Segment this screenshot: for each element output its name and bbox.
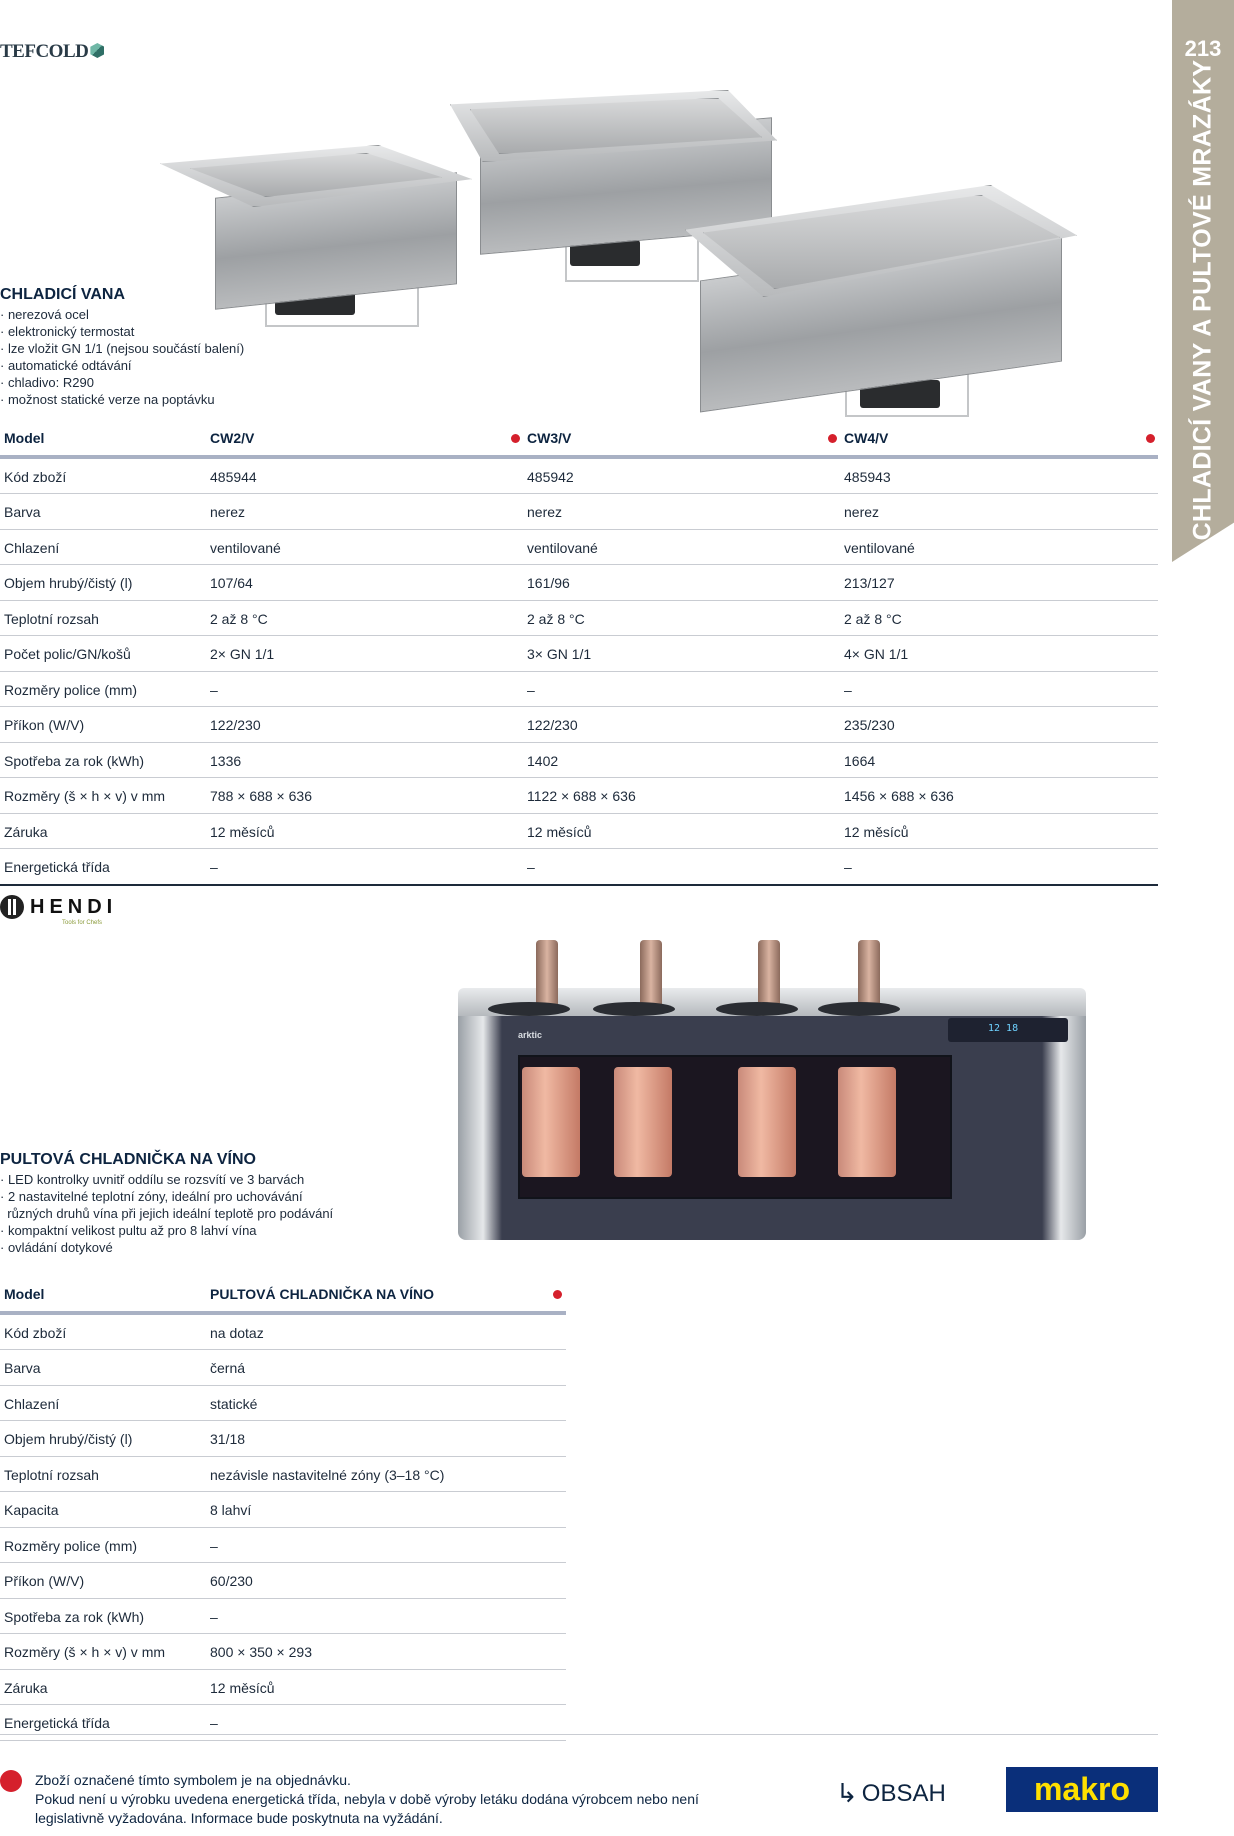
cooler-display: 12 18 bbox=[988, 1023, 1019, 1034]
table-row bbox=[0, 636, 1158, 672]
row-label: Počet polic/GN/košů bbox=[4, 646, 131, 662]
header-model: Model bbox=[4, 1286, 45, 1302]
row-label: Chlazení bbox=[4, 1395, 60, 1412]
cell-value: na dotaz bbox=[210, 1324, 264, 1341]
header-model: Model bbox=[4, 430, 45, 446]
cell-cw3: ventilované bbox=[527, 539, 598, 556]
row-label: Příkon (W/V) bbox=[4, 717, 85, 733]
cell-cw3: 1122 × 688 × 636 bbox=[527, 788, 636, 804]
product-image-wine-cooler bbox=[458, 998, 1086, 1240]
row-label: Rozměry police (mm) bbox=[4, 1537, 138, 1554]
cell-cw2: 1336 bbox=[210, 752, 242, 769]
page-number: 213 bbox=[1184, 36, 1222, 61]
footer-note-line: Pokud není u výrobku uvedena energetická třída, nebyla v době výroby letáku dodána výrobcem nebo není bbox=[35, 1791, 699, 1807]
bottle-neck bbox=[536, 940, 558, 1010]
feature-item: · možnost statické verze na poptávku bbox=[0, 391, 244, 408]
feature-item: · lze vložit GN 1/1 (nejsou součástí balení) bbox=[0, 340, 244, 357]
cell-value: statické bbox=[210, 1395, 258, 1412]
footer-divider bbox=[0, 1734, 1158, 1735]
row-label: Teplotní rozsah bbox=[4, 610, 99, 627]
return-arrow-icon: ↳ bbox=[836, 1778, 858, 1808]
row-label: Záruka bbox=[4, 1679, 48, 1696]
table-row bbox=[0, 530, 1158, 566]
cell-cw3: – bbox=[527, 681, 535, 698]
cell-cw3: nerez bbox=[527, 504, 563, 520]
cell-cw4: 1456 × 688 × 636 bbox=[844, 788, 954, 804]
table-row bbox=[0, 1599, 566, 1635]
cell-cw4: – bbox=[844, 859, 852, 875]
cell-value: 60/230 bbox=[210, 1573, 253, 1589]
section1-title: CHLADICÍ VANA bbox=[0, 286, 126, 303]
bottle-neck bbox=[858, 940, 880, 1010]
cell-value: 8 lahví bbox=[210, 1502, 252, 1518]
cell-cw2: 107/64 bbox=[210, 575, 253, 591]
cell-cw3: 12 měsíců bbox=[527, 823, 592, 840]
tefcold-logo bbox=[0, 41, 104, 63]
cell-cw3: 1402 bbox=[527, 752, 559, 769]
cell-cw4: 12 měsíců bbox=[844, 823, 909, 840]
footer-note bbox=[35, 1771, 699, 1828]
row-label: Spotřeba za rok (kWh) bbox=[4, 1608, 145, 1625]
header-cw3: CW3/V bbox=[527, 430, 572, 446]
order-dot-icon bbox=[553, 1290, 562, 1299]
row-label: Objem hrubý/čistý (l) bbox=[4, 1431, 133, 1447]
order-dot-icon bbox=[828, 434, 837, 443]
chapter-title: CHLADICÍ VANY A PULTOVÉ MRAZÁKY bbox=[1188, 59, 1217, 541]
cell-cw2: nerez bbox=[210, 504, 246, 520]
makro-logo: makro bbox=[1006, 1767, 1158, 1812]
footer-note-line: Zboží označené tímto symbolem je na objednávku. bbox=[35, 1772, 351, 1788]
bottle-ring bbox=[488, 1002, 570, 1016]
order-dot-icon bbox=[0, 1770, 22, 1792]
cell-value: 12 měsíců bbox=[210, 1679, 275, 1696]
order-dot-icon bbox=[511, 434, 520, 443]
cooler-control-panel bbox=[948, 1018, 1068, 1042]
cell-value: – bbox=[210, 1715, 218, 1731]
row-label: Záruka bbox=[4, 823, 48, 840]
product-image-cw2 bbox=[160, 115, 470, 330]
section2-spec-table bbox=[0, 1276, 566, 1741]
row-label: Kód zboží bbox=[4, 468, 67, 485]
bottle-ring bbox=[593, 1002, 675, 1016]
cell-cw2: 485944 bbox=[210, 468, 257, 485]
row-label: Energetická třída bbox=[4, 859, 110, 875]
section2-features bbox=[0, 1171, 333, 1256]
cell-cw2: – bbox=[210, 681, 218, 698]
feature-item: · automatické odtávání bbox=[0, 357, 244, 374]
tefcold-logo-text: TEFCOLD bbox=[0, 41, 89, 62]
table-row bbox=[0, 1705, 566, 1741]
feature-item: · ovládání dotykové bbox=[0, 1239, 333, 1256]
cooler-brand: arktic bbox=[518, 1030, 543, 1040]
row-label: Příkon (W/V) bbox=[4, 1573, 85, 1589]
table-row bbox=[0, 565, 1158, 601]
bottle bbox=[738, 1067, 796, 1177]
hendi-logo bbox=[0, 895, 117, 919]
section2-title: PULTOVÁ CHLADNIČKA NA VÍNO bbox=[0, 1151, 256, 1168]
table-row bbox=[0, 707, 1158, 743]
cell-cw3: 3× GN 1/1 bbox=[527, 646, 592, 662]
feature-item: · kompaktní velikost pultu až pro 8 lahví vína bbox=[0, 1222, 333, 1239]
bottle bbox=[522, 1067, 580, 1177]
cell-value: – bbox=[210, 1537, 218, 1554]
table-row bbox=[0, 1315, 566, 1351]
row-label: Chlazení bbox=[4, 539, 60, 556]
cell-value: 31/18 bbox=[210, 1431, 246, 1447]
footer-note-line: legislativně vyžadována. Informace bude poskytnuta na vyžádání. bbox=[35, 1810, 443, 1826]
table-row bbox=[0, 778, 1158, 814]
row-label: Rozměry (š × h × v) v mm bbox=[4, 788, 166, 804]
cell-cw2: 2 až 8 °C bbox=[210, 610, 268, 627]
row-label: Rozměry (š × h × v) v mm bbox=[4, 1644, 166, 1660]
cell-value: – bbox=[210, 1608, 218, 1625]
table-row bbox=[0, 814, 1158, 850]
table-row bbox=[0, 1670, 566, 1706]
bottle-neck bbox=[640, 940, 662, 1010]
cell-cw4: 1664 bbox=[844, 752, 876, 769]
table-row bbox=[0, 849, 1158, 886]
table-header-row bbox=[0, 1276, 566, 1315]
table-row bbox=[0, 1563, 566, 1599]
table-row bbox=[0, 672, 1158, 708]
bottle bbox=[838, 1067, 896, 1177]
cell-cw2: 12 měsíců bbox=[210, 823, 275, 840]
section1-features bbox=[0, 306, 244, 408]
table-row bbox=[0, 1350, 566, 1386]
row-label: Kód zboží bbox=[4, 1324, 67, 1341]
cell-cw2: ventilované bbox=[210, 539, 281, 556]
table-row bbox=[0, 1457, 566, 1493]
cell-cw3: 122/230 bbox=[527, 717, 578, 733]
feature-item: · elektronický termostat bbox=[0, 323, 244, 340]
cooler-window bbox=[518, 1055, 952, 1199]
table-row bbox=[0, 743, 1158, 779]
cell-cw4: ventilované bbox=[844, 539, 915, 556]
bottle-ring bbox=[818, 1002, 900, 1016]
bottle-ring bbox=[716, 1002, 798, 1016]
bottle-neck bbox=[758, 940, 780, 1010]
hendi-logo-text: HENDI bbox=[30, 895, 118, 918]
hendi-fork-icon bbox=[0, 895, 24, 919]
row-label: Barva bbox=[4, 1360, 41, 1376]
order-dot-icon bbox=[1146, 434, 1155, 443]
header-cw2: CW2/V bbox=[210, 430, 255, 446]
cell-cw2: 2× GN 1/1 bbox=[210, 646, 275, 662]
cell-cw3: – bbox=[527, 859, 535, 875]
contents-link-label: OBSAH bbox=[861, 1779, 946, 1807]
table-row bbox=[0, 1421, 566, 1457]
cell-cw4: 4× GN 1/1 bbox=[844, 646, 909, 662]
feature-item: různých druhů vína při jejich ideální teplotě pro podávání bbox=[7, 1206, 334, 1221]
feature-item: · LED kontrolky uvnitř oddílu se rozsvítí ve 3 barvách bbox=[0, 1171, 333, 1188]
table-row bbox=[0, 1634, 566, 1670]
cell-cw3: 2 až 8 °C bbox=[527, 610, 585, 627]
section1-spec-table bbox=[0, 420, 1158, 886]
row-label: Spotřeba za rok (kWh) bbox=[4, 752, 145, 769]
cell-cw4: 485943 bbox=[844, 468, 891, 485]
cell-value: 800 × 350 × 293 bbox=[210, 1644, 312, 1660]
header-cw4: CW4/V bbox=[844, 430, 889, 446]
row-label: Objem hrubý/čistý (l) bbox=[4, 575, 133, 591]
cell-cw3: 161/96 bbox=[527, 575, 570, 591]
row-label: Rozměry police (mm) bbox=[4, 681, 138, 698]
bottle bbox=[614, 1067, 672, 1177]
feature-item: · nerezová ocel bbox=[0, 306, 244, 323]
cell-cw4: nerez bbox=[844, 504, 880, 520]
table-header-row bbox=[0, 420, 1158, 459]
cell-cw4: – bbox=[844, 681, 852, 698]
contents-link[interactable] bbox=[836, 1778, 946, 1809]
cell-cw4: 235/230 bbox=[844, 717, 895, 733]
row-label: Energetická třída bbox=[4, 1715, 110, 1731]
cell-cw4: 213/127 bbox=[844, 575, 895, 591]
product-image-cw4 bbox=[685, 185, 1075, 425]
cell-cw2: 788 × 688 × 636 bbox=[210, 788, 312, 804]
table-row bbox=[0, 1492, 566, 1528]
hendi-tagline: Tools for Chefs bbox=[62, 920, 103, 926]
table-row bbox=[0, 494, 1158, 530]
cell-cw2: – bbox=[210, 859, 218, 875]
cell-value: černá bbox=[210, 1360, 246, 1376]
row-label: Kapacita bbox=[4, 1502, 59, 1518]
table-row bbox=[0, 1528, 566, 1564]
tefcold-cube-icon bbox=[90, 43, 104, 58]
header-wine-cooler: PULTOVÁ CHLADNIČKA NA VÍNO bbox=[210, 1286, 434, 1302]
feature-item: · chladivo: R290 bbox=[0, 374, 244, 391]
cell-value: nezávisle nastavitelné zóny (3–18 °C) bbox=[210, 1466, 445, 1483]
feature-item: · 2 nastavitelné teplotní zóny, ideální pro uchovávání bbox=[0, 1188, 333, 1205]
row-label: Teplotní rozsah bbox=[4, 1466, 99, 1483]
table-row bbox=[0, 1386, 566, 1422]
row-label: Barva bbox=[4, 504, 41, 520]
cell-cw2: 122/230 bbox=[210, 717, 261, 733]
table-row bbox=[0, 459, 1158, 495]
cell-cw4: 2 až 8 °C bbox=[844, 610, 902, 627]
cell-cw3: 485942 bbox=[527, 468, 574, 485]
table-row bbox=[0, 601, 1158, 637]
